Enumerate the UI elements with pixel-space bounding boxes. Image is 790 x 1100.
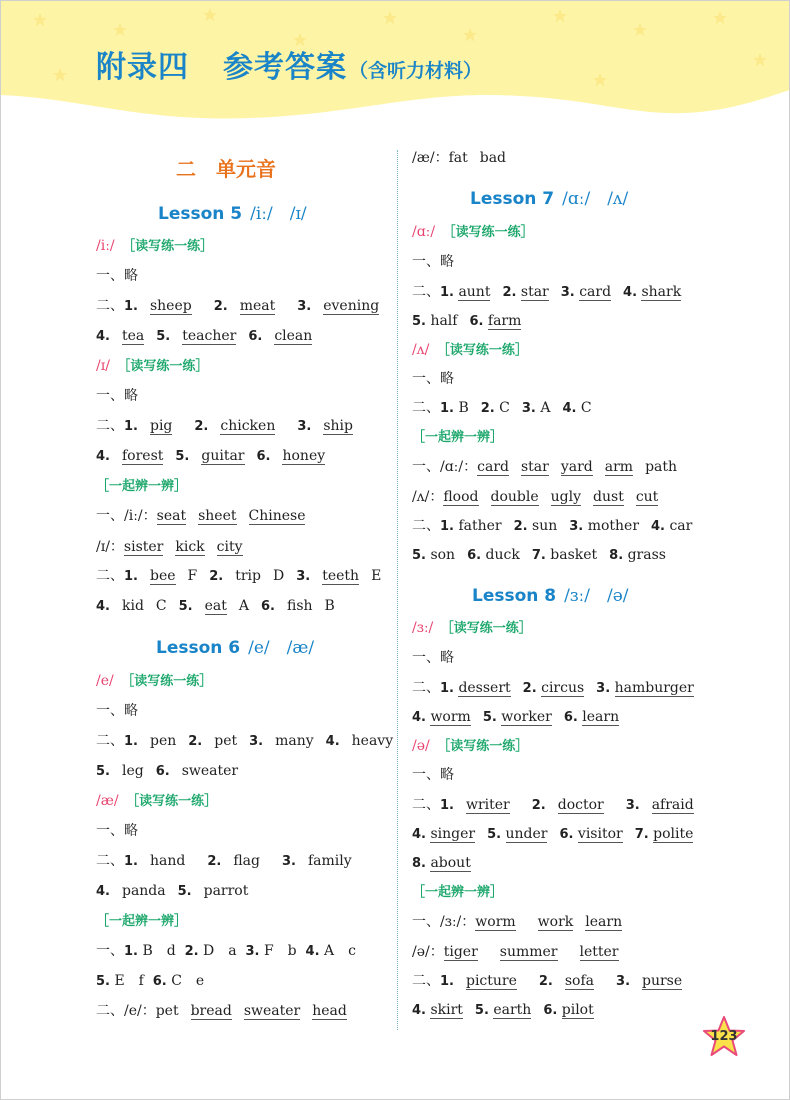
answer-line: 二、1. B 2. C 3. A 4. C xyxy=(412,400,592,416)
l7-bianyibian-heading xyxy=(412,427,503,448)
page-header xyxy=(0,0,790,135)
answer-line: 一、略 xyxy=(96,388,138,404)
lesson6-heading xyxy=(156,633,314,658)
lesson5-phonemes: /iː/ /ɪ/ xyxy=(250,204,307,224)
appendix-label: 附录四 xyxy=(96,50,189,85)
l6-ae-heading xyxy=(96,791,217,812)
section-label: ［读写练一练］ xyxy=(123,359,209,374)
l5-ii-heading xyxy=(96,236,213,257)
answer-line: 二、1. dessert 2. circus 3. hamburger xyxy=(412,680,694,696)
lesson8-heading xyxy=(472,581,629,606)
lesson5-heading xyxy=(158,199,307,224)
answer-line: 4. tea 5. teacher 6. clean xyxy=(96,328,313,344)
answer-line: /ʌ/：flood double ugly dust cut xyxy=(412,489,659,505)
answer-line: /æ/：fat bad xyxy=(412,150,507,166)
section-label: ［读写练一练］ xyxy=(443,343,528,358)
phoneme-tag: /e/ xyxy=(96,673,114,689)
section-label: ［读写练一练］ xyxy=(449,225,534,240)
l8-schwa-heading xyxy=(412,736,528,757)
answer-line: 二、1. hand 2. flag 3. family xyxy=(96,853,352,869)
phoneme-tag: /iː/ xyxy=(96,238,115,254)
phoneme-tag: /ɜː/ xyxy=(412,620,434,636)
lesson7-heading xyxy=(470,184,628,209)
lesson5-label: Lesson 5 xyxy=(158,204,243,224)
answer-line: 一、略 xyxy=(96,703,138,719)
section-label: ［一起辨一辨］ xyxy=(412,430,504,445)
answer-line: 5. son 6. duck 7. basket 8. grass xyxy=(412,547,666,563)
section-label: ［读写练一练］ xyxy=(132,794,218,809)
section-label: ［一起辨一辨］ xyxy=(96,914,188,929)
lesson7-label: Lesson 7 xyxy=(470,189,555,209)
answer-line: 二、1. father 2. sun 3. mother 4. car xyxy=(412,518,693,534)
answer-line: 二、1. writer 2. doctor 3. afraid xyxy=(412,797,694,813)
answer-line: /ɪ/：sister kick city xyxy=(96,539,243,555)
answer-line: /ə/：tiger summer letter xyxy=(412,944,619,960)
phoneme-tag: /ʌ/ xyxy=(412,342,430,358)
section-label: ［读写练一练］ xyxy=(447,621,532,636)
answer-line: 一、略 xyxy=(96,268,138,284)
answer-line: 4. worm 5. worker 6. learn xyxy=(412,709,620,725)
title-main: 参考答案 xyxy=(223,50,347,85)
section-label: ［读写练一练］ xyxy=(128,239,214,254)
answer-line: 4. singer 5. under 6. visitor 7. polite xyxy=(412,826,694,842)
section-label: ［读写练一练］ xyxy=(127,674,213,689)
section-label: ［一起辨一辨］ xyxy=(96,479,188,494)
lesson6-label: Lesson 6 xyxy=(156,638,241,658)
answer-line: 一、略 xyxy=(96,823,138,839)
answer-line: 一、1. B d 2. D a 3. F b 4. A c xyxy=(96,943,356,959)
answer-line: 二、1. sheep 2. meat 3. evening xyxy=(96,298,380,314)
l5-i-heading xyxy=(96,356,208,377)
lesson7-phonemes: /ɑː/ /ʌ/ xyxy=(562,189,629,209)
answer-line: 一、/ɑː/：card star yard arm path xyxy=(412,459,678,475)
phoneme-tag: /ə/ xyxy=(412,738,430,754)
answer-line: 二、/e/：pet bread sweater head xyxy=(96,1003,347,1019)
l8-bianyibian-heading xyxy=(412,882,503,903)
answer-line: 二、1. pig 2. chicken 3. ship xyxy=(96,418,353,434)
answer-line: 一、略 xyxy=(412,767,454,783)
answer-line: 一、/iː/：seat sheet Chinese xyxy=(96,508,306,524)
answer-line: 二、1. picture 2. sofa 3. purse xyxy=(412,973,683,989)
answer-line: 二、1. bee F 2. trip D 3. teeth E xyxy=(96,568,382,584)
answer-line: 一、略 xyxy=(412,371,454,387)
lesson8-label: Lesson 8 xyxy=(472,586,557,606)
phoneme-tag: /ɪ/ xyxy=(96,358,110,374)
unit-title: 二 单元音 xyxy=(176,157,276,181)
answer-line: 一、/ɜː/：worm work learn xyxy=(412,914,623,930)
answer-line: 5. E f 6. C e xyxy=(96,973,205,989)
answer-line: 4. panda 5. parrot xyxy=(96,883,249,899)
answer-line: 4. skirt 5. earth 6. pilot xyxy=(412,1002,594,1018)
phoneme-tag: /æ/ xyxy=(96,793,119,809)
page-number-badge xyxy=(702,1015,746,1059)
page-number: 123 xyxy=(710,1029,738,1044)
l6-e-heading xyxy=(96,671,212,692)
lesson6-phonemes: /e/ /æ/ xyxy=(248,638,315,658)
l6-bianyibian-heading xyxy=(96,911,187,932)
answer-line: 8. about xyxy=(412,855,471,871)
answer-line: 一、略 xyxy=(412,254,454,270)
answer-line: 5. leg 6. sweater xyxy=(96,763,239,779)
l7-a-heading xyxy=(412,222,534,243)
section-label: ［一起辨一辨］ xyxy=(412,885,504,900)
section-label: ［读写练一练］ xyxy=(443,739,529,754)
answer-line: 一、略 xyxy=(412,650,454,666)
answer-line: 4. kid C 5. eat A 6. fish B xyxy=(96,598,335,614)
phoneme-tag: /ɑː/ xyxy=(412,224,436,240)
answer-line: 5. half 6. farm xyxy=(412,313,522,329)
page-title xyxy=(96,42,482,86)
answer-line: 4. forest 5. guitar 6. honey xyxy=(96,448,326,464)
title-subtitle: （含听力材料） xyxy=(349,60,483,82)
lesson8-phonemes: /ɜː/ /ə/ xyxy=(564,586,629,606)
l7-v-heading xyxy=(412,340,528,361)
l5-bianyibian-heading xyxy=(96,476,187,497)
l8-er-heading xyxy=(412,618,532,639)
column-divider xyxy=(397,150,398,1030)
answer-line: 二、1. aunt 2. star 3. card 4. shark xyxy=(412,284,682,300)
answer-line: 二、1. pen 2. pet 3. many 4. heavy xyxy=(96,733,394,749)
